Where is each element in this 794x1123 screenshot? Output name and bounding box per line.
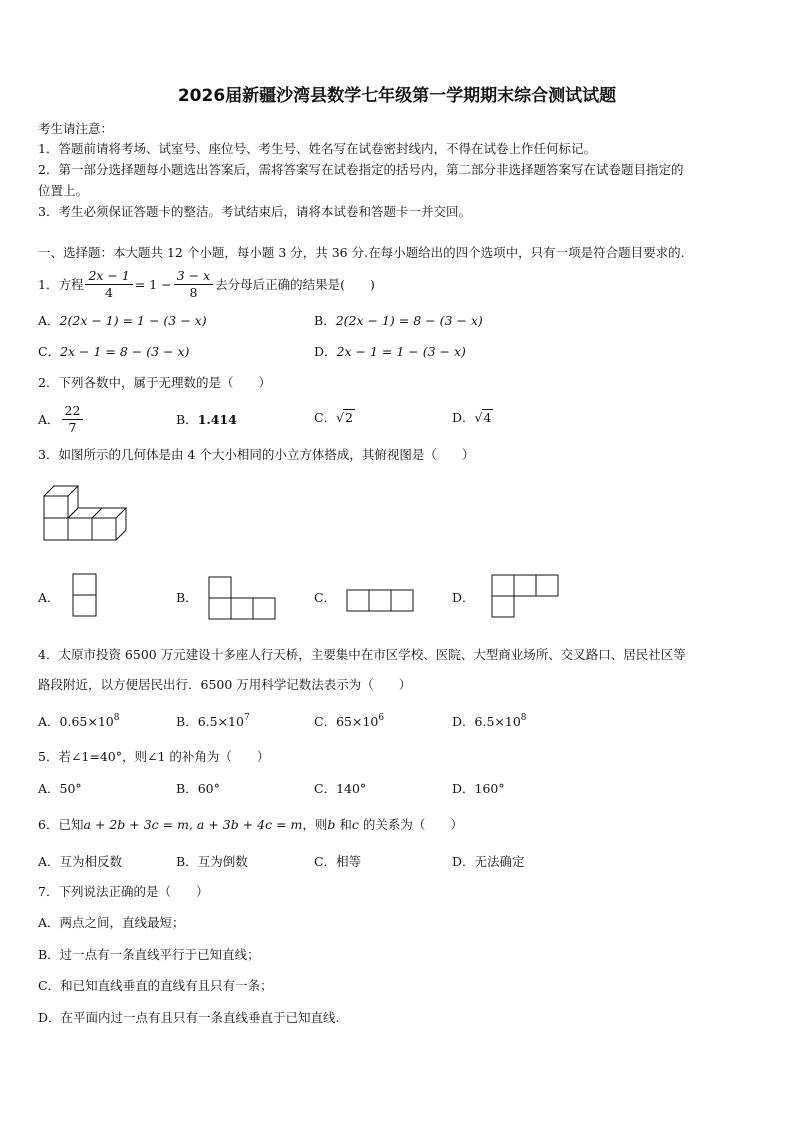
option-text: 相等 [336, 854, 362, 869]
question-7-stem: 7．下列说法正确的是（ ） [38, 884, 209, 899]
q2-option-a [38, 400, 85, 438]
option-label: A． [38, 854, 60, 869]
fraction-numerator: 22 [62, 403, 84, 420]
q3-option-b-figure [208, 576, 278, 622]
q2-option-d [452, 410, 493, 425]
q1-fraction-2 [174, 268, 213, 300]
section-heading: 一、选择题：本大题共 12 个小题，每小题 3 分，共 36 分.在每小题给出的四个选项中，只有一项是符合题目要求的. [38, 245, 685, 260]
fraction-denominator: 7 [68, 419, 77, 435]
sqrt-expression: √2 [336, 410, 353, 425]
q6-option-a [38, 854, 122, 869]
q1-suffix: 去分母后正确的结果是( ) [215, 276, 375, 292]
notice-item: 2．第一部分选择题每小题选出答案后，需将答案写在试卷指定的括号内，第二部分非选择题答案写在试卷题目指定的 [38, 162, 684, 177]
option-label: B． [176, 714, 198, 729]
option-exponent: 8 [520, 713, 527, 723]
q2-option-c [314, 410, 355, 425]
option-text: 50° [59, 781, 82, 796]
option-label: A． [38, 411, 60, 427]
option-label: B． [176, 781, 198, 796]
q6-option-c [314, 854, 361, 869]
sqrt-expression: √4 [474, 410, 492, 425]
option-label: C． [38, 344, 61, 359]
option-label: D． [452, 714, 475, 729]
option-label: C． [314, 781, 337, 796]
q3-option-a-figure [72, 573, 98, 619]
q6-mid: ，则 [302, 817, 328, 832]
q1-fraction-1 [85, 268, 132, 300]
notice-item: 位置上。 [38, 183, 89, 198]
option-label: B． [176, 412, 198, 427]
q6-var-c: c [351, 817, 359, 832]
q1-mid: = 1 − [134, 276, 172, 292]
option-label: C． [314, 714, 337, 729]
q3-option-c-label: C． [314, 590, 337, 605]
option-exponent: 6 [378, 713, 385, 723]
option-label: A． [38, 313, 60, 328]
option-exponent: 8 [113, 713, 120, 723]
notice-item: 1．答题前请将考场、试室号、座位号、考生号、姓名写在试卷密封线内，不得在试卷上作任何标记。 [38, 141, 596, 156]
option-text: 140° [336, 781, 367, 796]
q3-option-a-label: A． [38, 590, 60, 605]
option-text: 2(2x − 1) = 1 − (3 − x) [59, 313, 207, 328]
q3-option-c-figure [346, 589, 416, 613]
option-label: D． [452, 854, 475, 869]
option-label: D． [452, 410, 475, 425]
option-label: B． [314, 313, 336, 328]
q2-option-b [176, 412, 237, 427]
page-title: 2026届新疆沙湾县数学七年级第一学期期末综合测试试题 [177, 86, 617, 106]
q4-option-c [314, 714, 384, 729]
q5-option-a [38, 781, 82, 796]
option-text: 60° [197, 781, 220, 796]
q1-prefix: 1．方程 [38, 276, 84, 292]
notice-item: 3．考生必须保证答题卡的整洁。考试结束后，请将本试卷和答题卡一并交回。 [38, 204, 471, 219]
q7-option-d: D．在平面内过一点有且只有一条直线垂直于已知直线. [38, 1010, 340, 1025]
option-label: D． [452, 781, 475, 796]
question-1-stem [38, 266, 375, 302]
notice-heading: 考生请注意： [38, 121, 114, 136]
q2-fraction [62, 403, 84, 435]
q7-option-c: C．和已知直线垂直的直线有且只有一条； [38, 978, 273, 993]
option-base: 6.5×10 [474, 714, 521, 729]
q3-option-d-label: D． [452, 590, 475, 605]
q5-option-d [452, 781, 505, 796]
option-label: C． [314, 854, 337, 869]
question-4-stem-line2: 路段附近，以方便居民出行．6500 万用科学记数法表示为（ ） [38, 677, 412, 692]
option-base: 0.65×10 [59, 714, 114, 729]
q7-option-b: B．过一点有一条直线平行于已知直线； [38, 947, 260, 962]
q1-option-c [38, 344, 189, 359]
fraction-denominator: 4 [105, 284, 114, 300]
option-text: 2x − 1 = 8 − (3 − x) [60, 344, 190, 359]
q4-option-b [176, 714, 250, 729]
fraction-numerator: 3 − x [174, 268, 213, 285]
q4-option-a [38, 714, 119, 729]
q6-option-b [176, 854, 248, 869]
q6-equation: a + 2b + 3c = m, a + 3b + 4c = m [83, 817, 303, 832]
option-label: D． [314, 344, 337, 359]
option-text: 2(2x − 1) = 8 − (3 − x) [335, 313, 483, 328]
q5-option-b [176, 781, 220, 796]
option-text: 互为倒数 [197, 854, 248, 869]
cube-solid-figure [40, 482, 130, 546]
q3-option-d-figure [491, 574, 561, 620]
q3-option-b-label: B． [176, 590, 198, 605]
option-label: A． [38, 714, 60, 729]
question-3-stem: 3．如图所示的几何体是由 4 个大小相同的小立方体搭成，其俯视图是（ ） [38, 447, 475, 462]
q1-option-b [314, 313, 483, 328]
question-6-stem [38, 817, 463, 832]
question-4-stem-line1: 4．太原市投资 6500 万元建设十多座人行天桥，主要集中在市区学校、医院、大型商业场所、交叉路口、居民社区等 [38, 647, 686, 662]
q1-option-d [314, 344, 466, 359]
q7-option-a: A．两点之间，直线最短； [38, 915, 185, 930]
question-5-stem: 5．若∠1=40°，则∠1 的补角为（ ） [38, 749, 270, 764]
option-label: A． [38, 781, 60, 796]
option-label: B． [176, 854, 198, 869]
fraction-numerator: 2x − 1 [85, 268, 132, 285]
q6-prefix: 6．已知 [38, 817, 84, 832]
q6-and: 和 [335, 817, 352, 832]
q6-suffix: 的关系为（ ） [358, 817, 463, 832]
option-label: C． [314, 410, 337, 425]
option-exponent: 7 [243, 713, 250, 723]
radicand: 2 [345, 410, 353, 425]
q6-option-d [452, 854, 525, 869]
option-text: 2x − 1 = 1 − (3 − x) [336, 344, 466, 359]
q4-option-d [452, 714, 527, 729]
option-text: 无法确定 [474, 854, 525, 869]
q5-option-c [314, 781, 366, 796]
radicand: 4 [483, 410, 492, 425]
q1-option-a [38, 313, 207, 328]
option-text: 1.414 [197, 412, 237, 427]
q6-var-b: b [327, 817, 336, 832]
fraction-denominator: 8 [189, 284, 198, 300]
question-2-stem: 2．下列各数中，属于无理数的是（ ） [38, 375, 271, 390]
option-base: 65×10 [336, 714, 379, 729]
option-text: 互为相反数 [59, 854, 123, 869]
option-base: 6.5×10 [197, 714, 244, 729]
option-text: 160° [474, 781, 505, 796]
